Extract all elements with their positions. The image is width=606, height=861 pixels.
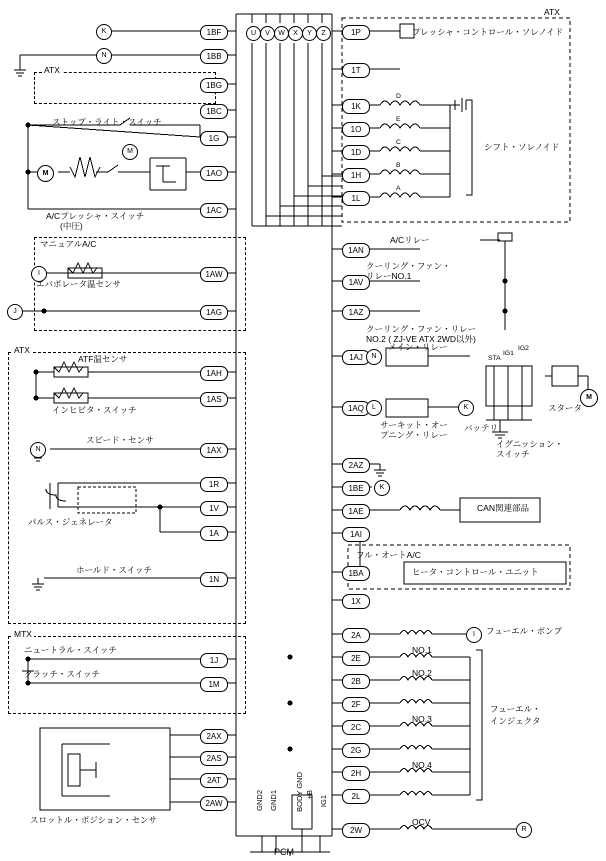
pin-1L[interactable]: 1L	[342, 191, 370, 206]
pin-1BB[interactable]: 1BB	[200, 49, 228, 64]
label-ig2: IG2	[518, 345, 529, 352]
pin-2AS[interactable]: 2AS	[200, 751, 228, 766]
pin-1BC[interactable]: 1BC	[200, 104, 228, 119]
label-injector-no4: NO.4	[412, 760, 432, 770]
pin-2AX[interactable]: 2AX	[200, 729, 228, 744]
pin-1BA[interactable]: 1BA	[342, 566, 370, 581]
motor-symbol-ac: M	[37, 165, 54, 182]
label-cooling-fan-relay-no1-line2: リレーNO.1	[366, 271, 412, 281]
label-neutral-switch: ニュートラル・スイッチ	[24, 645, 117, 655]
label-can-components: CAN関連部品	[477, 503, 529, 513]
pin-1X[interactable]: 1X	[342, 594, 370, 609]
label-ignition-switch-line2: スイッチ	[496, 449, 530, 459]
node-k-1be: K	[374, 480, 390, 496]
label-pressure-control-solenoid: プレッシャ・コントロール・ソレノイド	[412, 27, 564, 37]
pin-1T[interactable]: 1T	[342, 63, 370, 78]
label-ac-pressure-switch-sub: (中圧)	[60, 221, 83, 231]
pin-1O[interactable]: 1O	[342, 122, 370, 137]
shift-letter-d: D	[396, 93, 401, 100]
label-evaporator-temp-sensor: エバポレータ温センサ	[36, 279, 122, 289]
label-main-relay: メイン・リレー	[388, 342, 448, 352]
label-plus-b: +B	[305, 790, 314, 800]
label-inhibitor-switch: インヒビタ・スイッチ	[52, 405, 137, 415]
pin-1N[interactable]: 1N	[200, 572, 228, 587]
node-k-circuit-relay: K	[458, 400, 474, 416]
label-stop-light-switch: ストップ・ライト・スイッチ	[52, 117, 162, 127]
node-r-ocv: R	[516, 822, 532, 838]
label-ocv: OCV	[412, 817, 431, 827]
pin-2E[interactable]: 2E	[342, 651, 370, 666]
label-injector-no1: NO.1	[412, 645, 432, 655]
pin-1V[interactable]: 1V	[200, 501, 228, 516]
label-injector-no3: NO.3	[412, 714, 432, 724]
label-hold-switch: ホールド・スイッチ	[76, 565, 152, 575]
pin-1BG[interactable]: 1BG	[200, 78, 228, 93]
pin-1AW[interactable]: 1AW	[200, 267, 228, 282]
pin-1BF[interactable]: 1BF	[200, 25, 228, 40]
pin-1AI[interactable]: 1AI	[342, 527, 370, 542]
node-i-evap: I	[31, 266, 47, 282]
label-cooling-fan-relay-no2-line2: NO.2 ( ZJ-VE ATX 2WD以外)	[366, 334, 476, 344]
group-label-atx-left-mid: ATX	[14, 345, 30, 355]
label-cooling-fan-relay-no1-line1: クーリング・ファン・	[366, 261, 451, 271]
label-ig1: IG1	[503, 350, 514, 357]
label-manual-ac: マニュアルA/C	[40, 239, 97, 249]
node-j-left: J	[7, 304, 23, 320]
terminal-Z[interactable]: Z	[316, 26, 331, 41]
group-label-atx-left-upper: ATX	[44, 65, 60, 75]
node-n-main-relay: N	[366, 349, 382, 365]
pin-2AZ[interactable]: 2AZ	[342, 458, 370, 473]
label-atf-temp-sensor: ATF温センサ	[78, 354, 128, 364]
pin-1AV[interactable]: 1AV	[342, 275, 370, 290]
label-fuel-injector-line2: インジェクタ	[490, 716, 541, 726]
label-gnd1: GND1	[269, 790, 278, 811]
label-shift-solenoid: シフト・ソレノイド	[484, 142, 560, 152]
label-full-auto-ac: フル・オートA/C	[356, 550, 421, 560]
label-body-gnd: BODY GND	[295, 772, 304, 812]
label-pulse-generator: パルス・ジェネレータ	[28, 517, 113, 527]
pin-2B[interactable]: 2B	[342, 674, 370, 689]
label-heater-control-unit: ヒータ・コントロール・ユニット	[412, 567, 539, 577]
label-ac-relay: A/Cリレー	[390, 235, 430, 245]
pin-1AX[interactable]: 1AX	[200, 443, 228, 458]
node-m-stop: M	[122, 144, 138, 160]
node-i-fuel-pump: I	[466, 627, 482, 643]
pin-1AZ[interactable]: 1AZ	[342, 305, 370, 320]
pin-1G[interactable]: 1G	[200, 131, 228, 146]
label-throttle-position-sensor: スロットル・ポジション・センサ	[30, 815, 157, 825]
pin-1AQ[interactable]: 1AQ	[342, 401, 370, 416]
node-n-top: N	[96, 48, 112, 64]
pin-1BE[interactable]: 1BE	[342, 481, 370, 496]
label-ignition-switch-line1: イグニッション・	[496, 439, 564, 449]
pin-1AN[interactable]: 1AN	[342, 243, 370, 258]
pin-1D[interactable]: 1D	[342, 145, 370, 160]
pin-1AG[interactable]: 1AG	[200, 305, 228, 320]
shift-letter-a: A	[396, 185, 401, 192]
pin-1M[interactable]: 1M	[200, 677, 228, 692]
pin-1AJ[interactable]: 1AJ	[342, 350, 370, 365]
label-speed-sensor: スピード・センサ	[86, 435, 154, 445]
node-l-circuit-relay: L	[366, 400, 382, 416]
pin-1K[interactable]: 1K	[342, 99, 370, 114]
pin-2H[interactable]: 2H	[342, 766, 370, 781]
pin-2G[interactable]: 2G	[342, 743, 370, 758]
pin-1P[interactable]: 1P	[342, 25, 370, 40]
pin-1A[interactable]: 1A	[200, 526, 228, 541]
pin-1AH[interactable]: 1AH	[200, 366, 228, 381]
node-n-speed: N	[30, 442, 46, 458]
pin-1R[interactable]: 1R	[200, 477, 228, 492]
label-circuit-opening-relay-line2: プニング・リレー	[380, 430, 448, 440]
terminal-V[interactable]: V	[260, 26, 275, 41]
shift-letter-e: E	[396, 116, 401, 123]
group-atx-left-upper	[34, 72, 216, 104]
label-sta: STA	[488, 355, 501, 362]
label-injector-no2: NO.2	[412, 668, 432, 678]
terminal-X[interactable]: X	[288, 26, 303, 41]
pin-1H[interactable]: 1H	[342, 168, 370, 183]
terminal-U[interactable]: U	[246, 26, 261, 41]
group-label-atx-top: ATX	[544, 7, 560, 17]
label-fuel-pump: フューエル・ポンプ	[486, 626, 563, 636]
label-ac-pressure-switch: A/Cプレッシャ・スイッチ	[46, 211, 145, 221]
node-k-top: K	[96, 24, 112, 40]
pin-2AT[interactable]: 2AT	[200, 773, 228, 788]
label-battery: バッテリ	[464, 423, 499, 433]
pin-2W[interactable]: 2W	[342, 823, 370, 838]
pin-1AC[interactable]: 1AC	[200, 203, 228, 218]
pin-2A[interactable]: 2A	[342, 628, 370, 643]
pcm-title: PCM	[274, 847, 294, 857]
pin-1AO[interactable]: 1AO	[200, 166, 228, 181]
pin-1J[interactable]: 1J	[200, 653, 228, 668]
label-cooling-fan-relay-no2-line1: クーリング・ファン・リレー	[366, 324, 477, 334]
terminal-Y[interactable]: Y	[302, 26, 317, 41]
pin-1AS[interactable]: 1AS	[200, 392, 228, 407]
label-clutch-switch: クラッチ・スイッチ	[24, 669, 100, 679]
label-ig1-bottom: IG1	[319, 795, 328, 808]
label-fuel-injector-line1: フューエル・	[490, 704, 541, 714]
shift-letter-b: B	[396, 162, 401, 169]
label-gnd2: GND2	[255, 790, 264, 811]
terminal-W[interactable]: W	[274, 26, 289, 41]
pin-1AE[interactable]: 1AE	[342, 504, 370, 519]
pin-2L[interactable]: 2L	[342, 789, 370, 804]
group-label-mtx-left: MTX	[14, 629, 32, 639]
label-circuit-opening-relay-line1: サーキット・オー	[380, 420, 448, 430]
pin-2F[interactable]: 2F	[342, 697, 370, 712]
starter-motor-symbol: M	[580, 389, 598, 407]
shift-letter-c: C	[396, 139, 401, 146]
pin-2AW[interactable]: 2AW	[200, 796, 228, 811]
pin-2C[interactable]: 2C	[342, 720, 370, 735]
label-starter: スタータ	[548, 403, 583, 413]
